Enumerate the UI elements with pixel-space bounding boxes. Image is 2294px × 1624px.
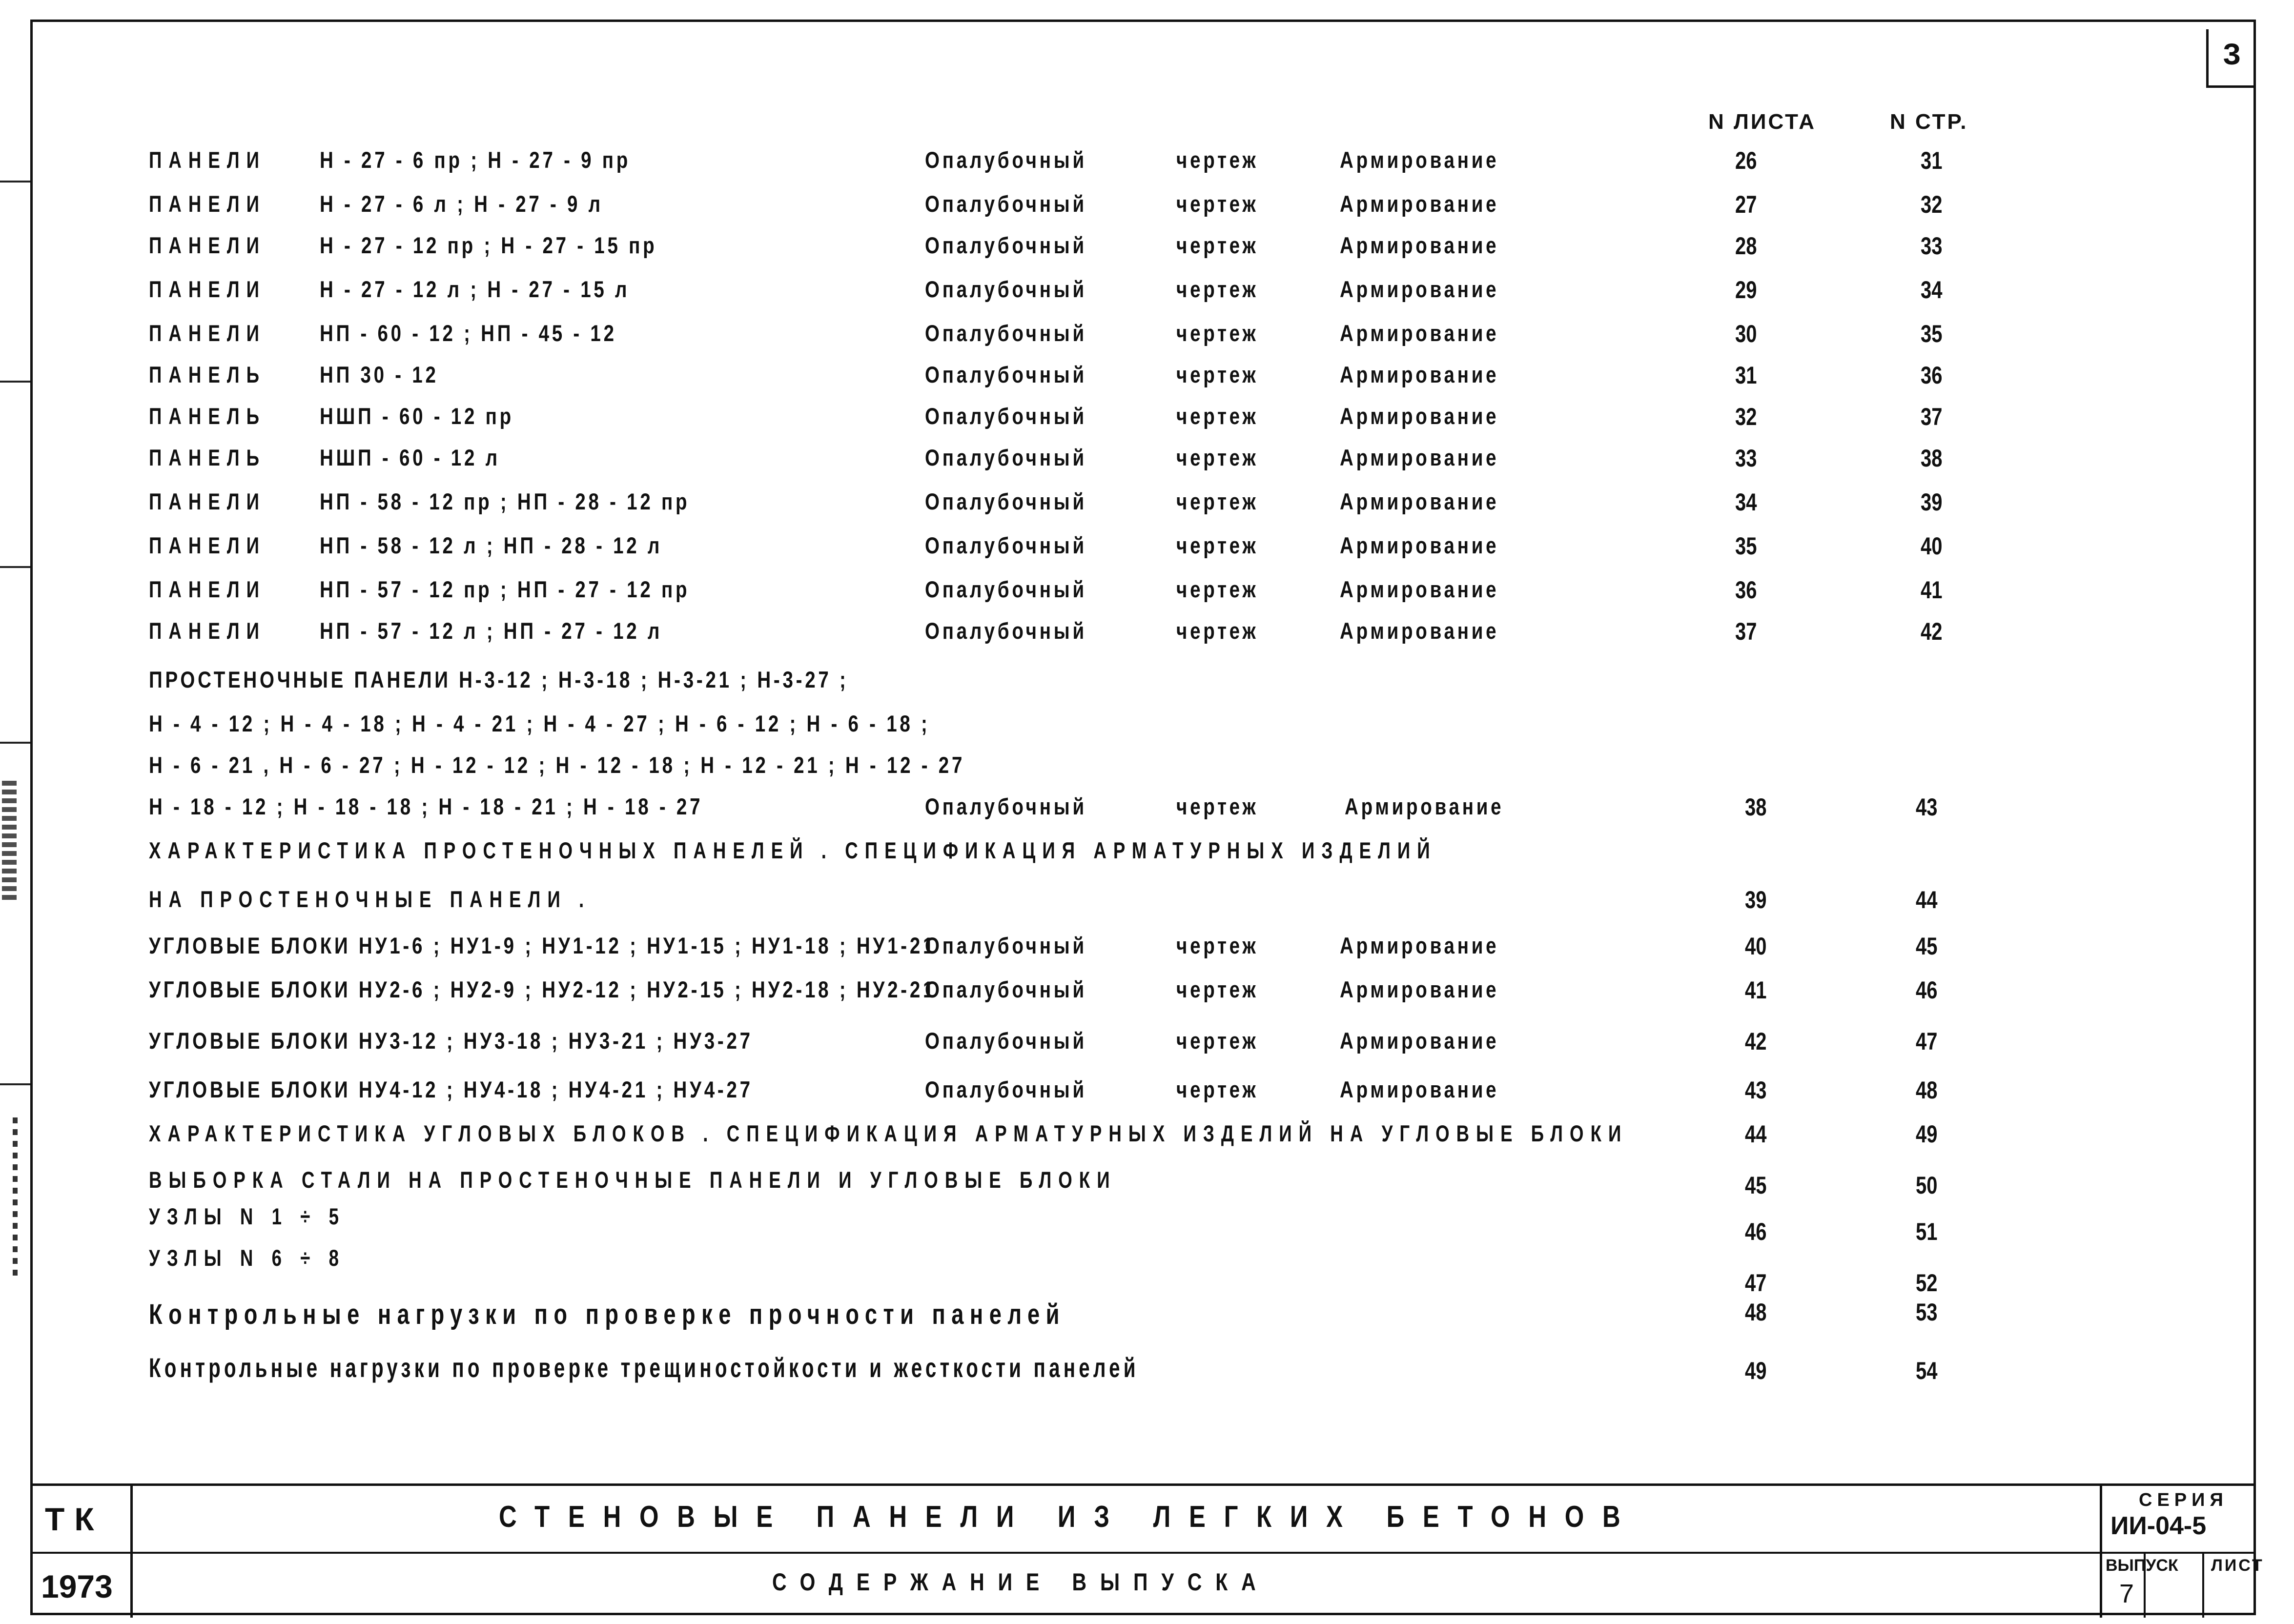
row-desc-drawing: чертеж [1176, 1076, 1259, 1102]
row-desc-reinforcement: Армирование [1340, 403, 1499, 429]
document-subtitle: СОДЕРЖАНИЕ ВЫПУСКА [772, 1568, 1270, 1596]
row-desc-drawing: чертеж [1176, 320, 1259, 346]
row-sheet-number: 41 [1745, 976, 1767, 1004]
row-desc-drawing: чертеж [1176, 445, 1259, 470]
row-desc-reinforcement: Армирование [1340, 1076, 1499, 1102]
row-desc-formwork: Опалубочный [925, 1028, 1087, 1054]
row-page-number: 49 [1916, 1120, 1938, 1148]
row-desc-formwork: Опалубочный [925, 1076, 1087, 1102]
contents-row [0, 1120, 2294, 1159]
wall-panels-line [0, 751, 2294, 791]
corner-block-row [0, 1027, 2294, 1066]
row-sheet-number: 46 [1745, 1218, 1767, 1245]
row-desc-reinforcement: Армирование [1340, 276, 1499, 302]
row-desc-formwork: Опалубочный [925, 793, 1087, 819]
row-desc-formwork: Опалубочный [925, 320, 1087, 346]
row-sheet-number: 34 [1735, 488, 1757, 516]
row-sheet-number: 32 [1735, 403, 1757, 430]
row-desc-drawing: чертеж [1176, 488, 1259, 514]
row-item-name: ПАНЕЛИ [149, 532, 266, 558]
row-sheet-number: 48 [1745, 1299, 1767, 1326]
row-page-number: 54 [1916, 1357, 1938, 1384]
row-desc-formwork: Опалубочный [925, 532, 1087, 558]
row-desc-drawing: чертеж [1176, 191, 1259, 217]
contents-row [0, 1203, 2294, 1245]
row-desc-drawing: чертеж [1176, 403, 1259, 429]
row-desc-reinforcement: Армирование [1340, 933, 1499, 958]
row-item-mark: НП - 58 - 12 л ; НП - 28 - 12 л [320, 532, 663, 558]
corner-block-text: УГЛОВЫЕ БЛОКИ НУ2-6 ; НУ2-9 ; НУ2-12 ; НУ2-15 ; НУ2-18 ; НУ2-21 [149, 976, 937, 1002]
wall-panels-text: Н - 6 - 21 , Н - 6 - 27 ; Н - 12 - 12 ; Н - 12 - 18 ; Н - 12 - 21 ; Н - 12 - 27 [149, 752, 965, 778]
column-header-page: N СТР. [1890, 110, 1968, 134]
row-page-number: 46 [1916, 976, 1938, 1004]
corner-block-row [0, 976, 2294, 1015]
row-desc-formwork: Опалубочный [925, 445, 1087, 470]
contents-row [0, 276, 2294, 315]
row-item-name: ПАНЕЛИ [149, 232, 266, 258]
row-desc-formwork: Опалубочный [925, 232, 1087, 258]
row-desc-reinforcement: Армирование [1340, 362, 1499, 387]
row-desc-reinforcement: Армирование [1340, 488, 1499, 514]
title-block-divider [30, 1552, 2256, 1554]
row-page-number: 47 [1916, 1028, 1938, 1055]
row-page-number: 48 [1916, 1076, 1938, 1104]
row-page-number: 37 [1921, 403, 1943, 430]
contents-row [0, 1166, 2294, 1205]
row-desc-formwork: Опалубочный [925, 933, 1087, 958]
characteristic-text: НА ПРОСТЕНОЧНЫЕ ПАНЕЛИ . [149, 886, 591, 912]
row-sheet-number: 28 [1735, 232, 1757, 260]
row-item-text: ВЫБОРКА СТАЛИ НА ПРОСТЕНОЧНЫЕ ПАНЕЛИ И УГЛОВЫЕ БЛОКИ [149, 1167, 1117, 1193]
row-desc-reinforcement: Армирование [1340, 320, 1499, 346]
row-sheet-number: 36 [1735, 576, 1757, 604]
wall-panels-line [0, 666, 2294, 705]
row-page-number: 32 [1921, 191, 1943, 218]
corner-block-text: УГЛОВЫЕ БЛОКИ НУ1-6 ; НУ1-9 ; НУ1-12 ; НУ1-15 ; НУ1-18 ; НУ1-21 [149, 933, 937, 958]
row-desc-formwork: Опалубочный [925, 403, 1087, 429]
row-desc-reinforcement: Армирование [1340, 445, 1499, 470]
row-sheet-number: 30 [1735, 320, 1757, 347]
row-item-name: ПАНЕЛЬ [149, 362, 266, 387]
row-sheet-number: 45 [1745, 1172, 1767, 1199]
row-desc-drawing: чертеж [1176, 618, 1259, 644]
contents-row [0, 403, 2294, 442]
row-desc-formwork: Опалубочный [925, 191, 1087, 217]
row-desc-formwork: Опалубочный [925, 618, 1087, 644]
row-desc-formwork: Опалубочный [925, 147, 1087, 173]
contents-row [0, 1244, 2294, 1297]
row-desc-formwork: Опалубочный [925, 576, 1087, 602]
row-sheet-number: 35 [1735, 532, 1757, 560]
row-desc-reinforcement: Армирование [1340, 232, 1499, 258]
row-page-number: 45 [1916, 933, 1938, 960]
series-label: СЕРИЯ [2139, 1490, 2228, 1510]
row-sheet-number: 33 [1735, 445, 1757, 472]
row-item-name: ПАНЕЛИ [149, 191, 266, 217]
row-page-number: 34 [1921, 276, 1943, 304]
title-block-divider [2202, 1552, 2204, 1618]
row-page-number: 33 [1921, 232, 1943, 260]
row-page-number: 38 [1921, 445, 1943, 472]
row-item-mark: НП - 57 - 12 пр ; НП - 27 - 12 пр [320, 576, 690, 602]
contents-row [0, 617, 2294, 656]
row-desc-reinforcement: Армирование [1340, 191, 1499, 217]
issue-label: ВЫПУСК [2106, 1556, 2178, 1575]
row-page-number: 44 [1916, 886, 1938, 914]
contents-row [0, 232, 2294, 271]
row-sheet-number: 31 [1735, 362, 1757, 389]
row-item-name: ПАНЕЛИ [149, 576, 266, 602]
row-page-number: 51 [1916, 1218, 1938, 1245]
row-desc-formwork: Опалубочный [925, 976, 1087, 1002]
row-desc-drawing: чертеж [1176, 276, 1259, 302]
row-sheet-number: 37 [1735, 618, 1757, 645]
title-block-divider [2100, 1486, 2102, 1618]
row-sheet-number: 39 [1745, 886, 1767, 914]
document-title: СТЕНОВЫЕ ПАНЕЛИ ИЗ ЛЕГКИХ БЕТОНОВ [499, 1500, 1639, 1534]
corner-block-text: УГЛОВЫЕ БЛОКИ НУ4-12 ; НУ4-18 ; НУ4-21 ; НУ4-27 [149, 1076, 753, 1102]
row-item-name: ПАНЕЛИ [149, 147, 266, 173]
characteristic-text: ХАРАКТЕРИСТИКА ПРОСТЕНОЧНЫХ ПАНЕЛЕЙ . СПЕЦИФИКАЦИЯ АРМАТУРНЫХ ИЗДЕЛИЙ [149, 837, 1437, 863]
wall-panels-line [0, 710, 2294, 749]
row-desc-drawing: чертеж [1176, 976, 1259, 1002]
contents-row [0, 190, 2294, 229]
wall-panels-text: ПРОСТЕНОЧНЫЕ ПАНЕЛИ Н-3-12 ; Н-3-18 ; Н-3-21 ; Н-3-27 ; [149, 667, 849, 692]
row-item-text: УЗЛЫ N 1 ÷ 5 [149, 1203, 346, 1229]
wall-panels-text: Н - 18 - 12 ; Н - 18 - 18 ; Н - 18 - 21 ; Н - 18 - 27 [149, 793, 703, 819]
row-desc-drawing: чертеж [1176, 232, 1259, 258]
row-desc-formwork: Опалубочный [925, 362, 1087, 387]
column-header-sheet: N ЛИСТА [1708, 110, 1817, 134]
row-item-mark: НП - 58 - 12 пр ; НП - 28 - 12 пр [320, 488, 690, 514]
row-page-number: 36 [1921, 362, 1943, 389]
corner-block-row [0, 932, 2294, 971]
row-desc-reinforcement: Армирование [1340, 147, 1499, 173]
wall-panels-text: Н - 4 - 12 ; Н - 4 - 18 ; Н - 4 - 21 ; Н - 4 - 27 ; Н - 6 - 12 ; Н - 6 - 18 ; [149, 710, 930, 736]
contents-row [0, 532, 2294, 571]
row-page-number: 35 [1921, 320, 1943, 347]
row-desc-reinforcement: Армирование [1340, 576, 1499, 602]
row-item-name: ПАНЕЛИ [149, 488, 266, 514]
row-desc-reinforcement: Армирование [1340, 1028, 1499, 1054]
contents-row [0, 576, 2294, 615]
row-item-name: ПАНЕЛИ [149, 320, 266, 346]
row-desc-reinforcement: Армирование [1340, 532, 1499, 558]
row-page-number: 43 [1916, 793, 1938, 821]
row-desc-drawing: чертеж [1176, 933, 1259, 958]
title-block [30, 1483, 2264, 1615]
row-item-text: ХАРАКТЕРИСТИКА УГЛОВЫХ БЛОКОВ . СПЕЦИФИКАЦИЯ АРМАТУРНЫХ ИЗДЕЛИЙ НА УГЛОВЫЕ БЛОКИ [149, 1120, 1628, 1146]
row-sheet-number: 27 [1735, 191, 1757, 218]
row-sheet-number: 47 [1745, 1269, 1767, 1297]
row-item-mark: НП 30 - 12 [320, 362, 439, 387]
contents-row [0, 488, 2294, 527]
contents-row [0, 444, 2294, 483]
sheet-number: 3 [2222, 39, 2241, 74]
row-desc-reinforcement: Армирование [1345, 793, 1504, 819]
row-desc-reinforcement: Армирование [1340, 618, 1499, 644]
row-item-mark: НП - 60 - 12 ; НП - 45 - 12 [320, 320, 617, 346]
row-sheet-number: 42 [1745, 1028, 1767, 1055]
row-desc-formwork: Опалубочный [925, 276, 1087, 302]
year: 1973 [41, 1568, 113, 1604]
row-page-number: 40 [1921, 532, 1943, 560]
row-desc-drawing: чертеж [1176, 793, 1259, 819]
row-page-number: 53 [1916, 1299, 1938, 1326]
row-desc-drawing: чертеж [1176, 147, 1259, 173]
row-page-number: 52 [1916, 1269, 1938, 1297]
row-sheet-number: 40 [1745, 933, 1767, 960]
sheet-label: ЛИСТ [2211, 1556, 2264, 1575]
row-item-mark: НШП - 60 - 12 л [320, 445, 500, 470]
row-item-mark: Н - 27 - 12 л ; Н - 27 - 15 л [320, 276, 630, 302]
row-item-mark: Н - 27 - 6 л ; Н - 27 - 9 л [320, 191, 603, 217]
sheet-number-box [2206, 29, 2255, 88]
row-item-mark: НП - 57 - 12 л ; НП - 27 - 12 л [320, 618, 663, 644]
title-block-divider [130, 1486, 133, 1618]
contents-row [0, 320, 2294, 359]
row-sheet-number: 43 [1745, 1076, 1767, 1104]
characteristic-line [0, 837, 2294, 876]
issue-number: 7 [2119, 1579, 2134, 1608]
organization-code: ТК [45, 1501, 104, 1537]
contents-row [0, 361, 2294, 400]
row-item-text: УЗЛЫ N 6 ÷ 8 [149, 1245, 346, 1271]
row-sheet-number: 29 [1735, 276, 1757, 304]
row-item-mark: Н - 27 - 12 пр ; Н - 27 - 15 пр [320, 232, 657, 258]
row-desc-formwork: Опалубочный [925, 488, 1087, 514]
row-item-mark: Н - 27 - 6 пр ; Н - 27 - 9 пр [320, 147, 631, 173]
row-sheet-number: 49 [1745, 1357, 1767, 1384]
contents-row [0, 1352, 2294, 1391]
row-page-number: 31 [1921, 147, 1943, 174]
row-desc-drawing: чертеж [1176, 532, 1259, 558]
row-page-number: 42 [1921, 618, 1943, 645]
row-sheet-number: 44 [1745, 1120, 1767, 1148]
corner-block-text: УГЛОВЫЕ БЛОКИ НУ3-12 ; НУ3-18 ; НУ3-21 ; НУ3-27 [149, 1028, 753, 1054]
characteristic-line [0, 886, 2294, 925]
wall-panels-line [0, 793, 2294, 832]
row-page-number: 39 [1921, 488, 1943, 516]
contents-row [0, 146, 2294, 185]
row-page-number: 50 [1916, 1172, 1938, 1199]
row-desc-drawing: чертеж [1176, 1028, 1259, 1054]
row-sheet-number: 38 [1745, 793, 1767, 821]
contents-row [0, 1298, 2294, 1337]
row-item-mark: НШП - 60 - 12 пр [320, 403, 514, 429]
row-item-name: ПАНЕЛИ [149, 618, 266, 644]
row-desc-reinforcement: Армирование [1340, 976, 1499, 1002]
series-number: ИИ-04-5 [2110, 1512, 2207, 1540]
row-item-text: Контрольные нагрузки по проверке прочности панелей [149, 1299, 1065, 1330]
corner-block-row [0, 1076, 2294, 1115]
row-item-name: ПАНЕЛЬ [149, 445, 266, 470]
row-page-number: 41 [1921, 576, 1943, 604]
row-sheet-number: 26 [1735, 147, 1757, 174]
row-item-name: ПАНЕЛЬ [149, 403, 266, 429]
row-item-name: ПАНЕЛИ [149, 276, 266, 302]
row-desc-drawing: чертеж [1176, 576, 1259, 602]
row-desc-drawing: чертеж [1176, 362, 1259, 387]
row-item-text: Контрольные нагрузки по проверке трещиностойкости и жесткости панелей [149, 1352, 1139, 1383]
